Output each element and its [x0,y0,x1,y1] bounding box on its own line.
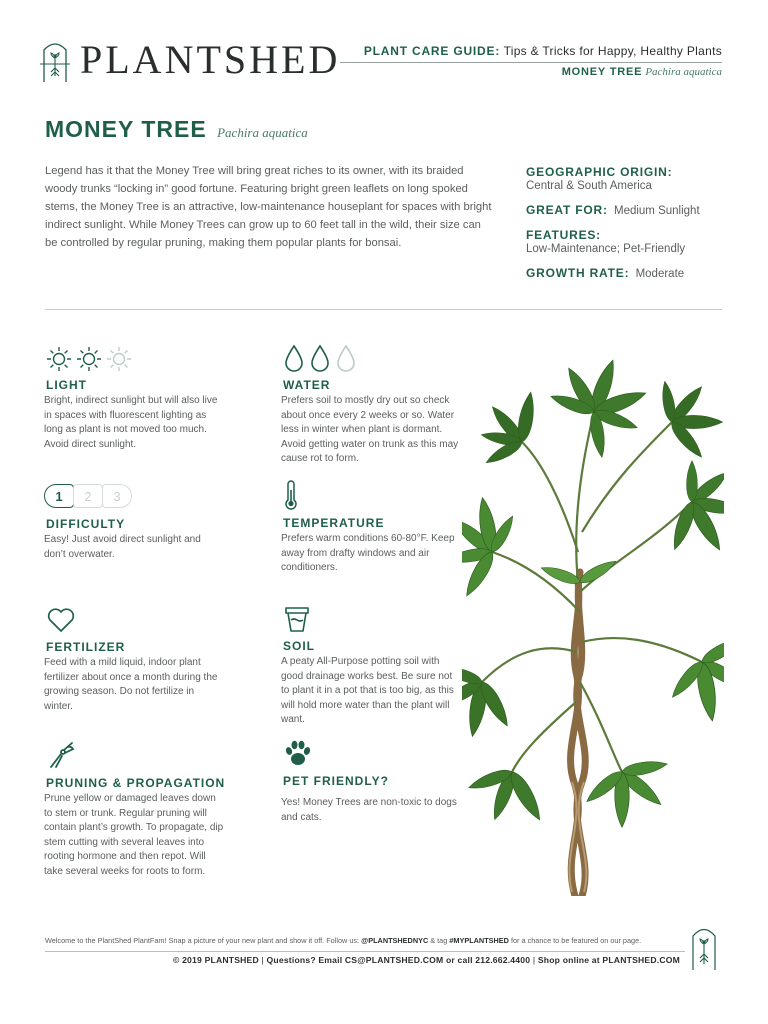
footer-sep-1: | [258,955,267,965]
soil-text: A peaty All-Purpose potting soil with good drainage works best. Be sure not to plant it in a pot that is too big, as this will hold more water than the plant will want. [281,656,454,725]
care-pruning [44,740,234,879]
care-temperature [281,480,461,576]
sun-icon [46,346,72,372]
soil-label: SOIL [283,639,316,653]
pet-text: Yes! Money Trees are non-toxic to dogs and cats. [281,797,457,823]
care-light [44,342,224,452]
difficulty-label: DIFFICULTY [46,517,126,531]
fertilizer-icon-wrap [46,604,224,634]
pet-icon-wrap [283,738,461,768]
care-soil [281,603,461,728]
fact-great-for [526,203,726,218]
pruning-text: Prune yellow or damaged leaves down to stem or trunk. Regular pruning will contain plant’s growth. To propagate, dip stem cutting with several leaves into rooting hormone and then repot. Will take several weeks for roots to form. [44,793,224,877]
fact-origin [526,165,726,193]
fact-features [526,228,726,256]
pruning-label: PRUNING & PROPAGATION [46,776,226,790]
care-difficulty [44,484,224,562]
care-pet-friendly [281,738,461,825]
difficulty-step-2: 2 [73,484,103,508]
water-rating [283,342,461,372]
footer-welcome-a: Welcome to the PlantShed PlantFam! Snap a picture of your new plant and show it off. Follow us: [45,936,362,945]
plant-pot-icon [283,605,311,633]
page-title [45,116,308,143]
header-plant-common: MONEY TREE [561,66,643,78]
footer-welcome-c: for a chance to be featured on our page. [508,936,642,945]
plantshed-logo-icon [40,36,70,84]
fact-growth-rate-key: GROWTH RATE: [526,266,630,280]
difficulty-step-3: 3 [102,484,132,508]
footer-welcome [45,936,641,945]
sun-icon [76,346,102,372]
footer-hashtag: #MYPLANTSHED [449,936,509,945]
fertilizer-label: FERTILIZER [46,640,126,654]
header-rule [340,62,722,63]
guide-label: PLANT CARE GUIDE: [363,44,501,58]
fertilizer-text: Feed with a mild liquid, indoor plant fertilizer about once a month during the growing season. Do not fertilize in winter. [44,657,218,712]
brand-wordmark: PLANTSHED [80,37,341,82]
thermometer-icon [283,480,299,510]
fact-features-value: Low-Maintenance; Pet-Friendly [526,243,686,255]
fact-origin-key: GEOGRAPHIC ORIGIN: [526,165,673,179]
soil-icon-wrap [283,603,461,633]
sun-icon-faded [106,346,132,372]
footer-shop: Shop online at PLANTSHED.COM [537,955,680,965]
footer-sep-2: | [530,955,538,965]
care-water [281,342,461,467]
light-text: Bright, indirect sunlight but will also live in spaces with fluorescent lighting as long as plant is not moved too much. Avoid direct sunlight. [44,395,218,450]
paw-print-icon [283,738,313,768]
water-drop-icon-faded [335,344,357,372]
pet-label: PET FRIENDLY? [283,774,389,788]
temperature-text: Prefers warm conditions 60-80°F. Keep away from drafty windows and air conditioners. [281,533,455,573]
difficulty-scale [44,484,224,508]
fact-growth-rate-value: Moderate [635,268,685,280]
water-drop-icon [283,344,305,372]
temperature-label: TEMPERATURE [283,516,385,530]
difficulty-text: Easy! Just avoid direct sunlight and don’t overwater. [44,534,201,560]
guide-tagline: Tips & Tricks for Happy, Healthy Plants [503,44,722,58]
intro-paragraph: Legend has it that the Money Tree will bring great riches to its owner, with its braided woody trunks “locking in” good fortune. Featuring bright green leaflets on long spoked stems, the Money Tree is an attractive, low-maintenance houseplant for spaces with bright indirect sunlight. While Money Trees can grow up to 60 feet tall in the wild, their size can be controlled by regular pruning, making them popular plants for bonsai. [45,165,492,249]
pruning-icon-wrap [46,740,234,770]
fact-great-for-key: GREAT FOR: [526,203,608,217]
pruning-shears-icon [46,740,76,770]
water-text: Prefers soil to mostly dry out so check about once every 2 weeks or so. Water less in winter when plant is dormant. Avoid getting water on trunk as this may cause rot to form. [281,395,459,464]
plant-facts [526,165,726,291]
fact-great-for-value: Medium Sunlight [613,205,700,217]
footer-welcome-b: & tag [428,936,450,945]
title-common-name: MONEY TREE [45,116,207,142]
footer-copyright: © 2019 PLANTSHED [172,955,259,965]
temperature-icon-wrap [283,480,461,510]
footer-handle: @PLANTSHEDNYC [361,936,429,945]
footer-contact [173,955,680,965]
header-plant-latin: Pachira aquatica [645,66,722,78]
section-divider [45,309,722,310]
water-drop-icon [309,344,331,372]
fact-features-key: FEATURES: [526,228,601,242]
heart-icon [46,606,76,634]
fact-origin-value: Central & South America [526,180,652,192]
water-label: WATER [283,378,331,392]
light-label: LIGHT [46,378,87,392]
footer-rule [45,951,685,952]
light-rating [46,342,224,372]
difficulty-step-1: 1 [44,484,74,508]
care-fertilizer [44,604,224,714]
money-tree-image [462,352,724,896]
header-plant-name [562,66,722,78]
fact-growth-rate [526,266,726,281]
footer-logo-icon [690,922,718,972]
title-latin-name: Pachira aquatica [217,125,308,140]
guide-heading [364,44,722,58]
footer-questions: Questions? Email CS@PLANTSHED.COM or call 212.662.4400 [266,955,531,965]
